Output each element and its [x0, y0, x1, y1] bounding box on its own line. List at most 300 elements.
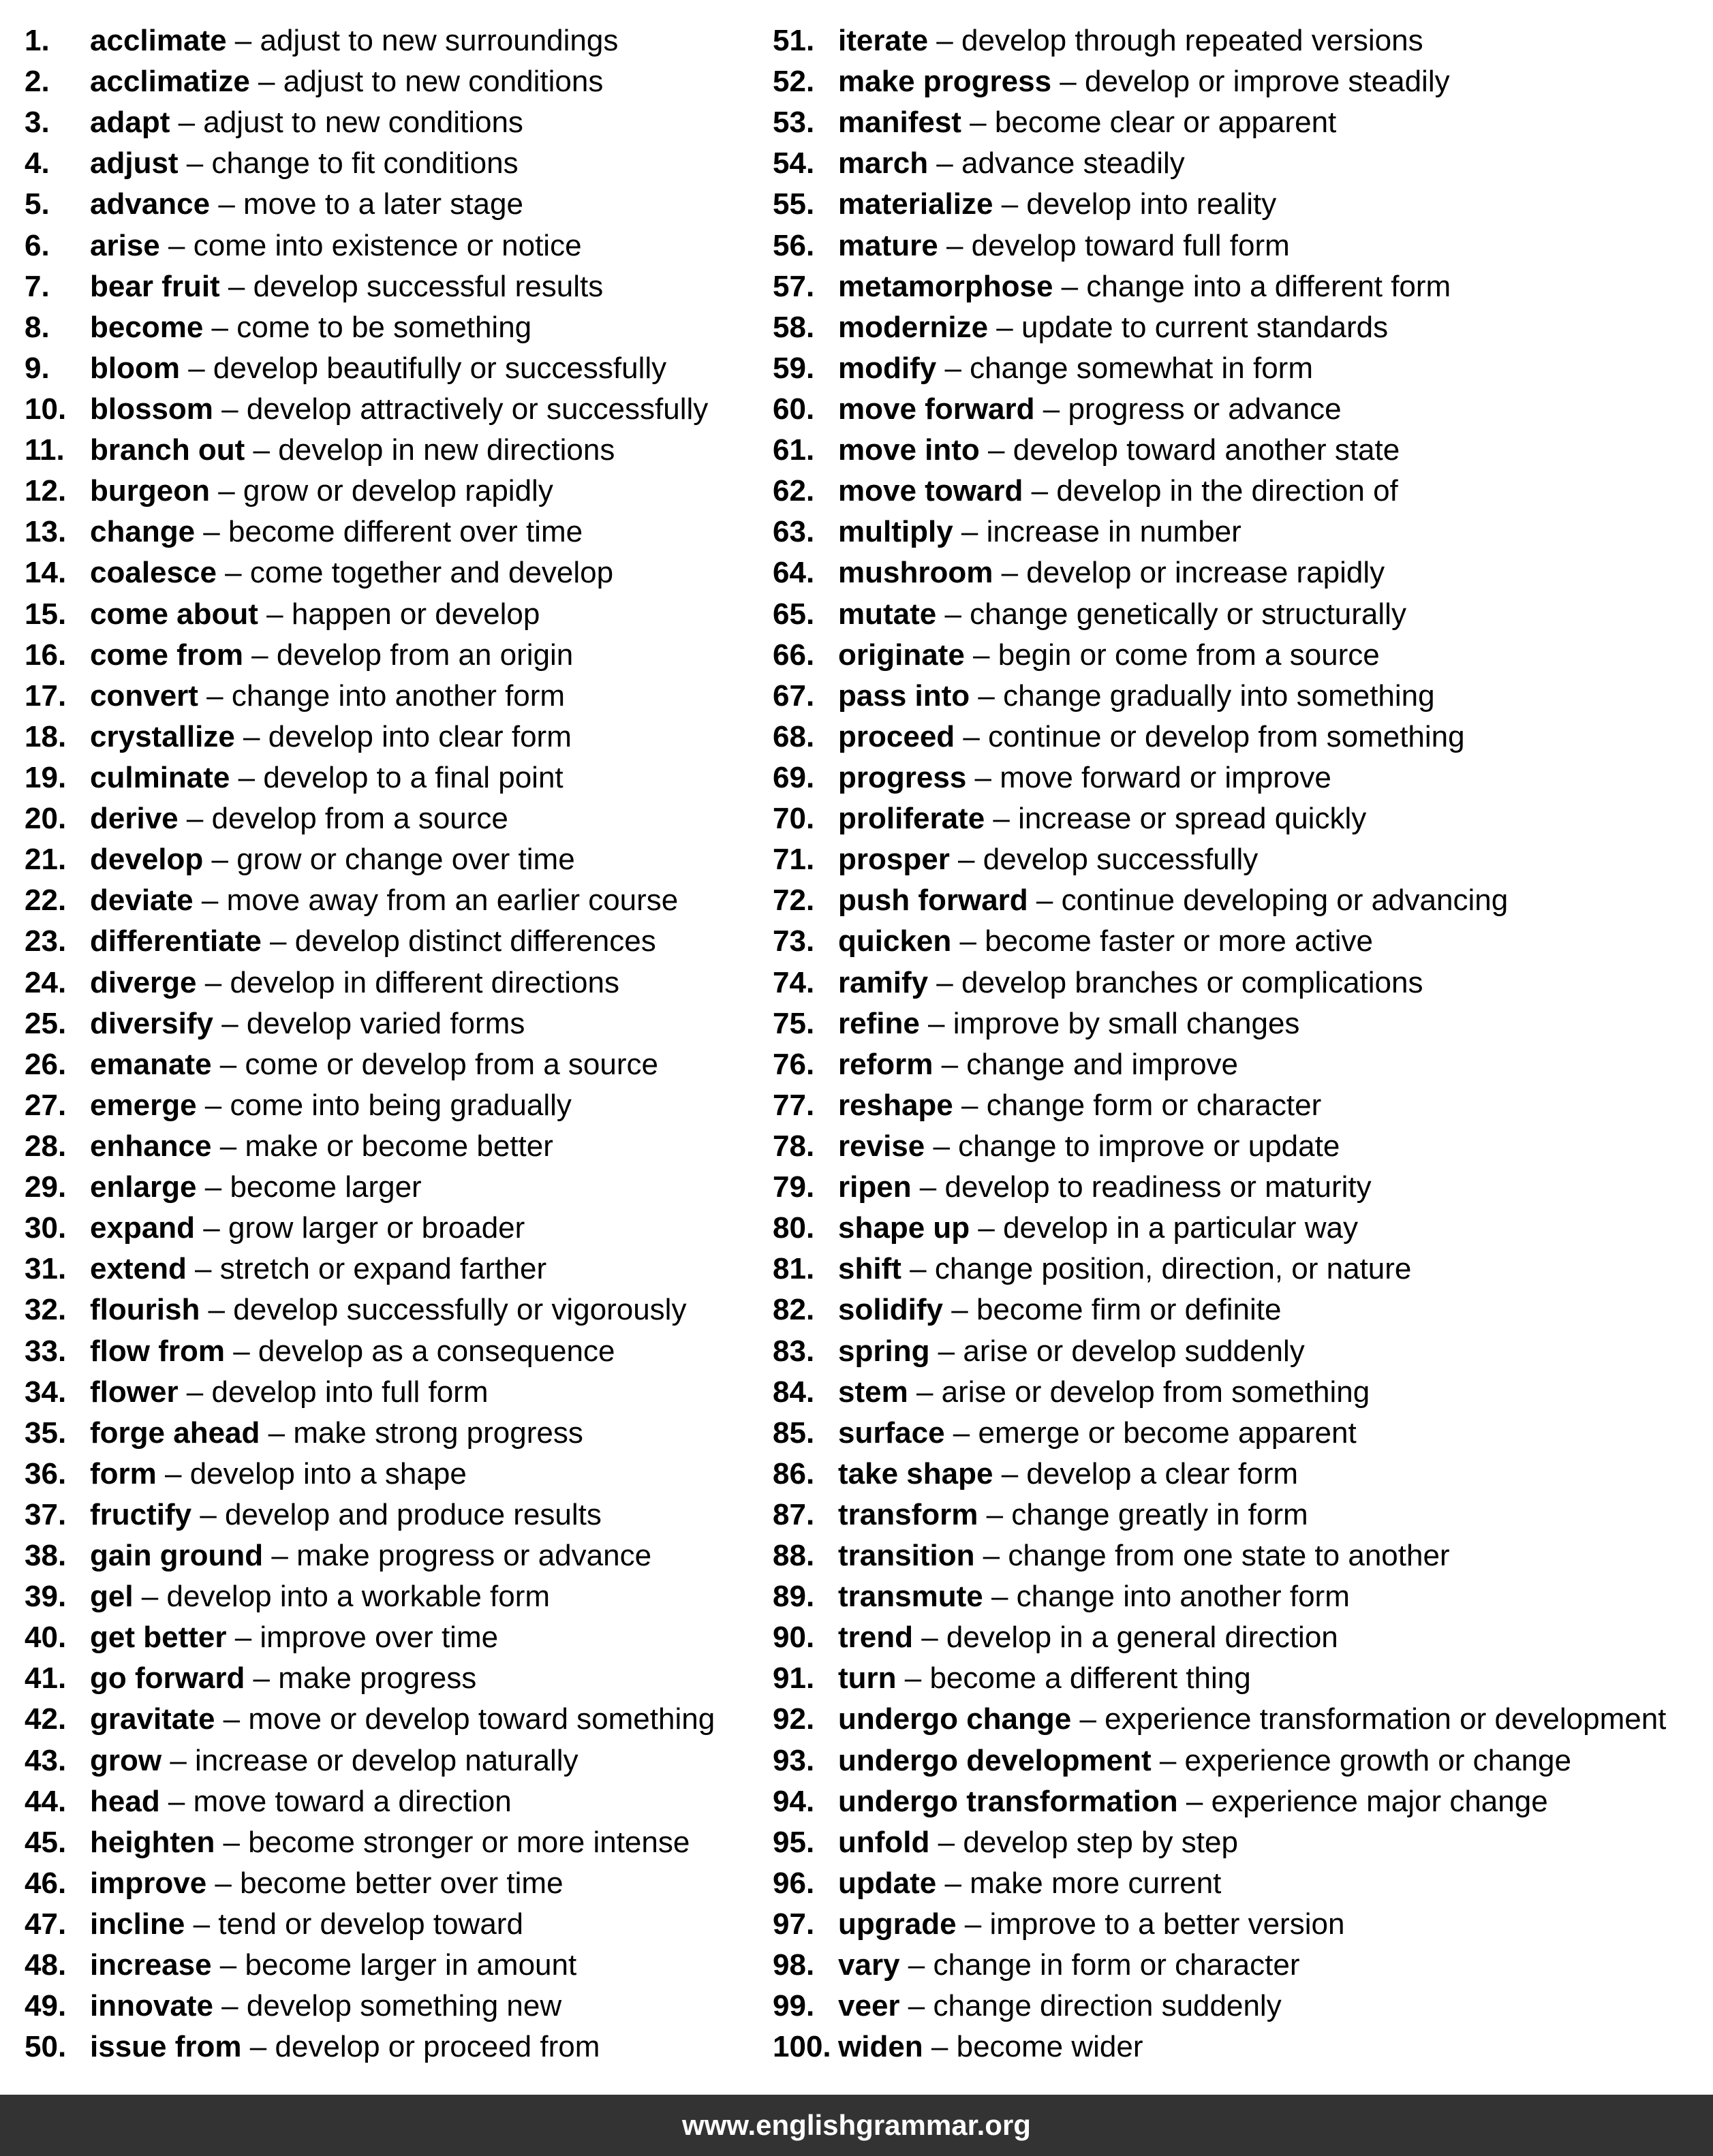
item-number: 99. [773, 1989, 815, 2023]
item-word: modify [838, 351, 937, 385]
item-word: iterate [838, 24, 929, 57]
item-definition: develop or improve steadily [1084, 65, 1450, 99]
list-item [773, 266, 1706, 307]
item-definition: change gradually into something [1003, 678, 1435, 713]
item-word: modernize [838, 310, 989, 344]
item-definition: develop beautifully or successfully [213, 351, 667, 385]
list-item [773, 102, 1706, 143]
list-item [25, 839, 767, 880]
item-word: reshape [838, 1088, 953, 1122]
item-word: adapt [90, 106, 170, 140]
item-separator: – [929, 1334, 963, 1368]
item-separator: – [988, 310, 1021, 344]
item-number: 14. [25, 556, 67, 590]
item-definition: begin or come from a source [998, 638, 1380, 672]
item-word: flourish [90, 1293, 200, 1327]
item-number: 66. [773, 638, 815, 672]
item-definition: move to a later stage [243, 187, 523, 221]
item-definition: change direction suddenly [933, 1989, 1282, 2023]
item-definition: improve to a better version [989, 1907, 1345, 1941]
item-definition: develop toward another state [1013, 433, 1400, 467]
item-word: come from [90, 638, 243, 672]
list-item [25, 266, 767, 307]
item-word: undergo change [838, 1702, 1072, 1736]
item-number: 34. [25, 1375, 67, 1409]
item-definition: come to be something [236, 310, 532, 344]
item-definition: grow larger or broader [228, 1211, 525, 1245]
item-definition: develop in the direction of [1056, 474, 1398, 508]
list-item [773, 1986, 1706, 2027]
item-definition: change into another form [1016, 1580, 1350, 1614]
list-item [773, 1699, 1706, 1740]
item-separator: – [249, 65, 283, 99]
item-word: acclimatize [90, 65, 250, 99]
item-definition: experience growth or change [1184, 1743, 1571, 1777]
item-word: arise [90, 228, 160, 262]
item-word: incline [90, 1907, 185, 1941]
item-word: multiply [838, 515, 953, 549]
list-item [25, 798, 767, 839]
item-definition: progress or advance [1068, 392, 1342, 426]
item-definition: make more current [970, 1866, 1222, 1900]
item-number: 35. [25, 1416, 67, 1450]
item-separator: – [936, 351, 970, 385]
item-definition: come into being gradually [230, 1088, 572, 1122]
item-word: vary [838, 1948, 900, 1982]
item-separator: – [211, 1129, 245, 1163]
item-separator: – [925, 1129, 959, 1163]
item-word: shape up [838, 1211, 970, 1245]
item-definition: come into existence or notice [193, 228, 582, 262]
list-item [773, 1085, 1706, 1126]
item-word: acclimate [90, 24, 227, 57]
item-separator: – [970, 1211, 1004, 1245]
item-word: originate [838, 638, 965, 672]
list-item [25, 1044, 767, 1085]
item-separator: – [1028, 884, 1062, 918]
list-item [773, 1576, 1706, 1617]
item-separator: – [243, 638, 277, 672]
item-separator: – [1071, 1702, 1105, 1736]
list-item [25, 1904, 767, 1945]
item-word: refine [838, 1006, 920, 1040]
item-word: enlarge [90, 1170, 197, 1204]
list-item [25, 1003, 767, 1044]
item-separator: – [245, 433, 279, 467]
item-separator: – [193, 884, 227, 918]
item-separator: – [263, 1539, 297, 1573]
item-separator: – [211, 1948, 245, 1982]
list-item [25, 1535, 767, 1576]
list-item [773, 635, 1706, 676]
item-separator: – [993, 1456, 1027, 1490]
item-separator: – [215, 1825, 249, 1859]
list-item [25, 1945, 767, 1986]
list-item [25, 512, 767, 552]
item-definition: develop into reality [1026, 187, 1277, 221]
list-item [25, 2027, 767, 2067]
item-number: 71. [773, 843, 815, 877]
item-word: proliferate [838, 802, 985, 836]
item-separator: – [896, 1661, 930, 1696]
item-definition: happen or develop [291, 597, 540, 631]
item-number: 38. [25, 1539, 67, 1573]
list-item [25, 1740, 767, 1781]
list-item [773, 1249, 1706, 1290]
list-item [25, 20, 767, 61]
item-definition: stretch or expand farther [219, 1252, 547, 1286]
item-separator: – [955, 719, 989, 753]
left-column [25, 20, 767, 2067]
item-separator: – [929, 1825, 963, 1859]
item-separator: – [919, 1006, 953, 1040]
item-definition: become wider [956, 2030, 1143, 2064]
list-item [25, 1413, 767, 1454]
item-number: 11. [25, 433, 65, 467]
item-number: 43. [25, 1743, 67, 1777]
item-definition: develop into clear form [268, 719, 572, 753]
item-definition: change form or character [986, 1088, 1322, 1122]
item-number: 68. [773, 719, 815, 753]
item-word: improve [90, 1866, 207, 1900]
item-word: culminate [90, 760, 230, 794]
item-number: 64. [773, 556, 815, 590]
item-number: 70. [773, 802, 815, 836]
item-word: heighten [90, 1825, 215, 1859]
item-definition: tend or develop toward [218, 1907, 523, 1941]
item-number: 72. [773, 884, 815, 918]
list-item [773, 389, 1706, 430]
item-separator: – [911, 1170, 945, 1204]
item-number: 2. [25, 65, 50, 99]
item-number: 33. [25, 1334, 67, 1368]
item-definition: develop in different directions [230, 965, 619, 999]
item-number: 18. [25, 719, 67, 753]
item-separator: – [983, 1580, 1017, 1614]
item-definition: develop to a final point [263, 760, 564, 794]
item-number: 46. [25, 1866, 67, 1900]
item-number: 100. [773, 2030, 831, 2064]
item-definition: make strong progress [293, 1416, 583, 1450]
item-definition: become firm or definite [976, 1293, 1282, 1327]
item-number: 31. [25, 1252, 67, 1286]
item-number: 26. [25, 1047, 67, 1081]
item-word: expand [90, 1211, 196, 1245]
item-word: flower [90, 1375, 179, 1409]
list-item [773, 471, 1706, 512]
item-word: reform [838, 1047, 933, 1081]
item-separator: – [230, 760, 264, 794]
item-word: crystallize [90, 719, 235, 753]
item-separator: – [964, 638, 998, 672]
list-item [25, 552, 767, 593]
list-item [773, 1495, 1706, 1535]
item-word: quicken [838, 924, 952, 958]
item-word: manifest [838, 106, 961, 140]
item-separator: – [923, 2030, 957, 2064]
list-item [773, 348, 1706, 389]
item-number: 24. [25, 965, 67, 999]
item-separator: – [936, 597, 970, 631]
item-word: materialize [838, 187, 993, 221]
item-word: solidify [838, 1293, 944, 1327]
item-word: emanate [90, 1047, 212, 1081]
item-number: 15. [25, 597, 67, 631]
item-definition: develop something new [246, 1989, 562, 2023]
item-definition: develop from an origin [276, 638, 574, 672]
list-item [25, 1617, 767, 1658]
item-number: 54. [773, 146, 815, 181]
item-separator: – [156, 1456, 190, 1490]
item-number: 49. [25, 1989, 67, 2023]
list-item [25, 1781, 767, 1822]
list-item [773, 1003, 1706, 1044]
item-number: 59. [773, 351, 815, 385]
item-number: 96. [773, 1866, 815, 1900]
item-word: widen [838, 2030, 923, 2064]
item-number: 5. [25, 187, 50, 221]
list-item [773, 184, 1706, 225]
list-item [773, 1290, 1706, 1330]
item-separator: – [133, 1580, 167, 1614]
item-number: 4. [25, 146, 50, 181]
item-separator: – [213, 392, 247, 426]
item-definition: develop attractively or successfully [246, 392, 709, 426]
footer-url[interactable]: www.englishgrammar.org [682, 2109, 1031, 2141]
item-separator: – [979, 433, 1013, 467]
list-item [25, 225, 767, 266]
footer-banner [0, 2095, 1713, 2156]
item-definition: make progress [278, 1661, 477, 1696]
item-definition: change into a different form [1086, 269, 1451, 303]
word-list [0, 20, 1713, 2064]
item-separator: – [261, 924, 295, 958]
item-definition: update to current standards [1021, 310, 1389, 344]
list-item [25, 430, 767, 471]
item-definition: become larger in amount [245, 1948, 577, 1982]
item-separator: – [219, 269, 253, 303]
item-number: 39. [25, 1580, 67, 1614]
list-item [773, 798, 1706, 839]
item-separator: – [928, 965, 961, 999]
list-item [773, 2027, 1706, 2067]
list-item [773, 1454, 1706, 1495]
list-item [25, 635, 767, 676]
item-word: bloom [90, 351, 180, 385]
item-separator: – [260, 1416, 294, 1450]
item-number: 94. [773, 1784, 815, 1818]
list-item [773, 963, 1706, 1003]
list-item [773, 676, 1706, 717]
item-separator: – [944, 1416, 978, 1450]
item-number: 30. [25, 1211, 67, 1245]
item-separator: – [210, 187, 244, 221]
list-item [25, 61, 767, 102]
item-separator: – [953, 515, 987, 549]
item-separator: – [899, 1989, 933, 2023]
item-number: 84. [773, 1375, 815, 1409]
item-definition: change position, direction, or nature [934, 1252, 1412, 1286]
item-word: derive [90, 802, 179, 836]
item-word: deviate [90, 884, 194, 918]
item-number: 50. [25, 2030, 67, 2064]
list-item [25, 1495, 767, 1535]
item-number: 52. [773, 65, 815, 99]
list-item [773, 1167, 1706, 1208]
item-word: diverge [90, 965, 197, 999]
item-separator: – [956, 1907, 990, 1941]
item-definition: change and improve [966, 1047, 1239, 1081]
item-definition: emerge or become apparent [978, 1416, 1357, 1450]
list-item [773, 61, 1706, 102]
item-word: proceed [838, 719, 955, 753]
item-word: adjust [90, 146, 179, 181]
item-number: 58. [773, 310, 815, 344]
item-definition: move or develop toward something [248, 1702, 715, 1736]
item-definition: develop as a consequence [258, 1334, 615, 1368]
item-separator: – [185, 1907, 219, 1941]
item-number: 87. [773, 1497, 815, 1531]
item-number: 85. [773, 1416, 815, 1450]
item-word: issue from [90, 2030, 242, 2064]
item-number: 44. [25, 1784, 67, 1818]
list-item [773, 1822, 1706, 1863]
list-item [25, 1986, 767, 2027]
item-word: diversify [90, 1006, 213, 1040]
item-separator: – [1053, 269, 1087, 303]
item-word: move into [838, 433, 980, 467]
item-number: 45. [25, 1825, 67, 1859]
item-number: 78. [773, 1129, 815, 1163]
item-separator: – [178, 802, 212, 836]
item-definition: make progress or advance [296, 1539, 652, 1573]
list-item [25, 921, 767, 962]
item-word: fructify [90, 1497, 192, 1531]
item-word: move toward [838, 474, 1023, 508]
item-number: 25. [25, 1006, 67, 1040]
item-definition: improve by small changes [953, 1006, 1300, 1040]
item-word: transition [838, 1539, 975, 1573]
list-item [25, 963, 767, 1003]
item-definition: become stronger or more intense [248, 1825, 690, 1859]
item-definition: become a different thing [929, 1661, 1251, 1696]
item-word: prosper [838, 843, 950, 877]
item-word: mushroom [838, 556, 993, 590]
list-item [773, 1413, 1706, 1454]
item-separator: – [993, 187, 1027, 221]
item-separator: – [178, 146, 212, 181]
item-word: take shape [838, 1456, 993, 1490]
item-number: 90. [773, 1621, 815, 1655]
item-number: 82. [773, 1293, 815, 1327]
item-number: 28. [25, 1129, 67, 1163]
item-definition: develop and produce results [225, 1497, 602, 1531]
item-definition: come together and develop [249, 556, 614, 590]
item-separator: – [978, 1497, 1012, 1531]
item-word: upgrade [838, 1907, 957, 1941]
item-separator: – [949, 843, 983, 877]
item-number: 76. [773, 1047, 815, 1081]
item-definition: develop into full form [211, 1375, 489, 1409]
item-word: update [838, 1866, 937, 1900]
item-separator: – [216, 556, 250, 590]
item-word: pass into [838, 678, 970, 713]
item-word: increase [90, 1948, 212, 1982]
item-definition: develop into a workable form [166, 1580, 551, 1614]
item-separator: – [899, 1948, 933, 1982]
item-separator: – [200, 1293, 234, 1327]
item-separator: – [195, 1211, 228, 1245]
item-definition: become different over time [228, 515, 583, 549]
item-word: trend [838, 1621, 913, 1655]
item-number: 51. [773, 24, 815, 57]
item-word: come about [90, 597, 258, 631]
item-number: 60. [773, 392, 815, 426]
item-separator: – [178, 1375, 212, 1409]
list-item [25, 717, 767, 757]
item-word: shift [838, 1252, 901, 1286]
list-item [25, 1126, 767, 1167]
item-number: 42. [25, 1702, 67, 1736]
item-definition: become clear or apparent [994, 106, 1337, 140]
item-separator: – [961, 106, 995, 140]
item-separator: – [241, 2030, 275, 2064]
item-definition: experience transformation or development [1105, 1702, 1667, 1736]
item-word: branch out [90, 433, 245, 467]
item-number: 67. [773, 678, 815, 713]
item-number: 83. [773, 1334, 815, 1368]
item-word: gel [90, 1580, 134, 1614]
item-word: burgeon [90, 474, 210, 508]
list-item [773, 839, 1706, 880]
list-item [773, 880, 1706, 921]
item-separator: – [993, 556, 1027, 590]
item-separator: – [159, 228, 194, 262]
item-separator: – [1051, 65, 1085, 99]
item-number: 20. [25, 802, 67, 836]
item-separator: – [226, 24, 260, 57]
list-item [773, 1781, 1706, 1822]
list-item [25, 471, 767, 512]
item-word: advance [90, 187, 211, 221]
item-word: unfold [838, 1825, 930, 1859]
item-definition: move toward a direction [193, 1784, 512, 1818]
item-definition: develop a clear form [1026, 1456, 1299, 1490]
item-separator: – [908, 1375, 942, 1409]
list-item [773, 1863, 1706, 1904]
item-number: 95. [773, 1825, 815, 1859]
item-number: 93. [773, 1743, 815, 1777]
item-definition: change in form or character [933, 1948, 1300, 1982]
item-definition: develop through repeated versions [961, 24, 1423, 57]
item-definition: change to fit conditions [211, 146, 519, 181]
item-word: get better [90, 1621, 227, 1655]
item-word: develop [90, 843, 204, 877]
item-number: 23. [25, 924, 67, 958]
item-definition: arise or develop suddenly [963, 1334, 1305, 1368]
item-number: 8. [25, 310, 50, 344]
list-item [773, 1904, 1706, 1945]
item-number: 92. [773, 1702, 815, 1736]
item-separator: – [211, 1047, 245, 1081]
item-number: 17. [25, 678, 67, 713]
item-definition: develop branches or complications [961, 965, 1423, 999]
item-number: 65. [773, 597, 815, 631]
list-item [25, 1249, 767, 1290]
item-separator: – [953, 1088, 987, 1122]
list-item [25, 184, 767, 225]
item-word: innovate [90, 1989, 213, 2023]
